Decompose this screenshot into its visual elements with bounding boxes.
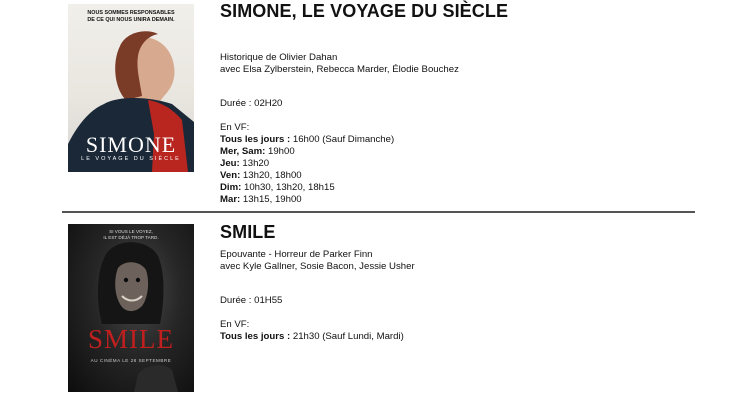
poster-logo: SIMONE xyxy=(85,132,177,157)
movie-cast: avec Kyle Gallner, Sosie Bacon, Jessie Usher xyxy=(220,261,415,272)
movie-cast: avec Elsa Zylberstein, Rebecca Marder, Élodie Bouchez xyxy=(220,64,459,75)
movie-genre-director: Historique de Olivier Dahan xyxy=(220,52,338,63)
movie-title[interactable]: SMILE xyxy=(220,222,276,242)
showtime-row: Mar: 13h15, 19h00 xyxy=(220,194,302,205)
poster-face-illustration xyxy=(68,224,194,392)
movie-poster[interactable] xyxy=(68,224,194,392)
movie-duration: Durée : 02H20 xyxy=(220,98,283,109)
poster-tagline: NOUS SOMMES RESPONSABLES DE CE QUI NOUS UNIRA DEMAIN. xyxy=(87,10,175,23)
movie-info xyxy=(220,0,720,206)
section-divider xyxy=(62,211,695,213)
showtime-row: Mer, Sam: 19h00 xyxy=(220,146,295,157)
movie-poster[interactable] xyxy=(68,4,194,172)
poster-logo: SMILE xyxy=(88,324,174,354)
movie-version-label: En VF: xyxy=(220,122,250,133)
movie-title[interactable]: SIMONE, LE VOYAGE DU SIÈCLE xyxy=(220,1,509,21)
showtime-row: Jeu: 13h20 xyxy=(220,158,270,169)
movie-entry-smile xyxy=(0,214,750,400)
movie-genre-director: Epouvante - Horreur de Parker Finn xyxy=(220,249,373,260)
showtime-row: Tous les jours : 21h30 (Sauf Lundi, Mardi) xyxy=(220,331,404,342)
poster-tagline: SI VOUS LE VOYEZ, IL EST DÉJÀ TROP TARD. xyxy=(103,229,159,240)
poster-subtitle: AU CINÉMA LE 28 SEPTEMBRE xyxy=(90,358,172,363)
movie-info xyxy=(220,221,720,343)
showtime-row: Ven: 13h20, 18h00 xyxy=(220,170,302,181)
showtime-row: Dim: 10h30, 13h20, 18h15 xyxy=(220,182,335,193)
movie-duration: Durée : 01H55 xyxy=(220,295,283,306)
showtime-row: Tous les jours : 16h00 (Sauf Dimanche) xyxy=(220,134,395,145)
movie-version-label: En VF: xyxy=(220,319,250,330)
poster-subtitle: LE VOYAGE DU SIÈCLE xyxy=(81,156,181,162)
